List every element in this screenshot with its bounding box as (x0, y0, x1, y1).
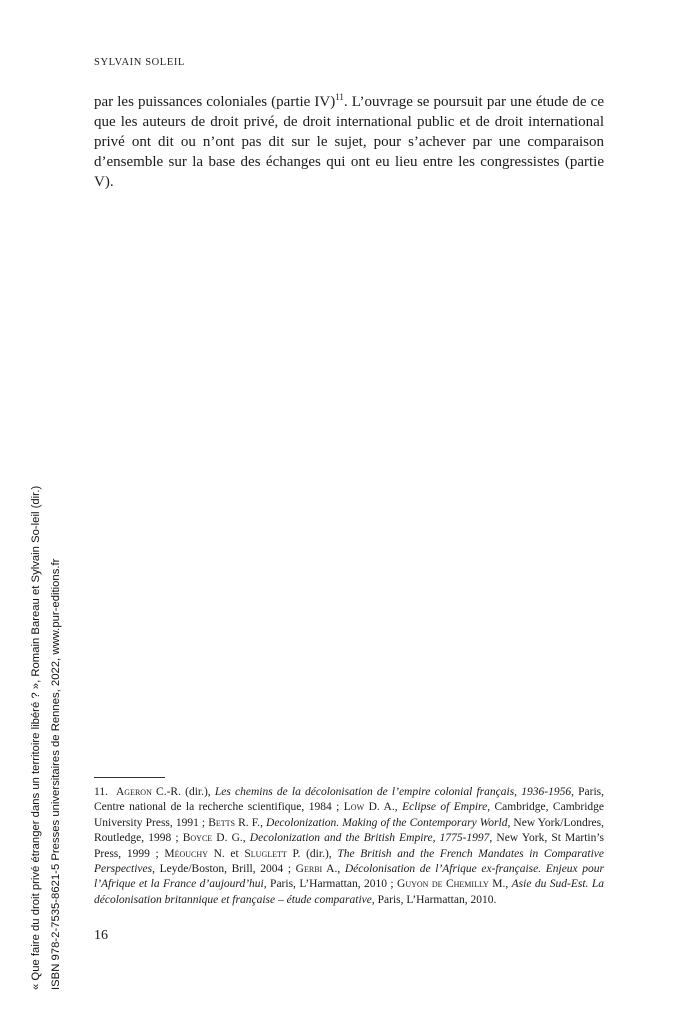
side-copyright-note (26, 486, 66, 990)
footnote-author: Boyce D. G. (182, 832, 243, 845)
footnote-title: The British and the French Mandates in Comparative Perspectives (94, 847, 604, 876)
footnote-title: Eclipse of Empire (402, 801, 488, 814)
footnote-text: , (337, 863, 345, 876)
side-note-line-2: ISBN 978-2-7535-8621-5 Presses universitaires de Rennes, 2022, www.pur-editions.fr (50, 558, 62, 990)
footnote-text: , Paris, Centre national de la recherche scientifique, 1984 ; (94, 786, 605, 814)
footnote-text: (dir.), (300, 847, 338, 860)
footnote-author: Gerbi A. (295, 863, 338, 876)
footnote-author: Low D. A. (343, 801, 395, 814)
footnote-author: Betts R. F. (208, 816, 261, 829)
footnote-author: Ageron C.-R. (116, 786, 181, 798)
footnote-text: , (505, 878, 512, 891)
footnote-11 (94, 785, 604, 908)
footnote-text: , New York/Londres, Routledge, 1998 ; (94, 816, 605, 845)
footnote-text: , (242, 832, 250, 845)
footnote-text: , Leyde/Boston, Brill, 2004 ; (152, 863, 296, 876)
body-text-part1: par les puissances coloniales (partie IV) (94, 94, 336, 110)
footnote-title: Décolonisation de l’Afrique ex-française. Enjeux pour l’Afrique et la France d’aujourd’hui (94, 863, 604, 891)
footnote-text: , New York, St Martin’s Press, 1999 ; (94, 832, 604, 860)
footnote-reference[interactable]: 11 (335, 92, 344, 102)
footnote-text: , (394, 801, 403, 814)
side-note-line-1: « Que faire du droit privé étranger dans un territoire libéré ? », Romain Bareau et Sylvain So-leil (dir.) (30, 485, 42, 990)
body-text-part2: . L’ouvrage se poursuit par une étude de ce que les auteurs de droit privé, de droit international public et de droit international privé ont dit ou n’ont pas dit sur le sujet, pour s’achever par une comparaison d’ensemble sur la base des échanges qui ont eu lieu entre les congressistes (partie V). (94, 94, 604, 190)
footnote-title: Asie du Sud-Est. La décolonisation britannique et française – étude comparative (94, 878, 604, 906)
body-paragraph (94, 92, 604, 192)
footnote-text: et (224, 847, 245, 860)
footnote-rule (94, 777, 165, 778)
footnote-title: Decolonization. Making of the Contemporary World (266, 816, 508, 829)
footnote-text: (dir.), (180, 786, 215, 798)
running-head: SYLVAIN SOLEIL (94, 57, 185, 68)
footnote-title: Decolonization and the British Empire, 1775-1997 (249, 832, 490, 845)
footnote-text: , (260, 816, 267, 829)
footnote-author: Sluglett P. (244, 847, 301, 860)
footnote-number: 11. (94, 786, 108, 798)
footnote-author: Guyon de Chemilly M. (397, 878, 506, 891)
footnote-text: , Paris, L’Harmattan, 2010. (371, 893, 497, 906)
footnote-title: Les chemins de la décolonisation de l’empire colonial français, 1936-1956 (214, 786, 572, 798)
footnote-text: , Cambridge, Cambridge University Press, 1991 ; (94, 801, 605, 829)
page-number: 16 (94, 928, 108, 943)
footnote-text: , Paris, L’Harmattan, 2010 ; (263, 878, 398, 891)
footnote-author: Méouchy N. (164, 847, 225, 860)
